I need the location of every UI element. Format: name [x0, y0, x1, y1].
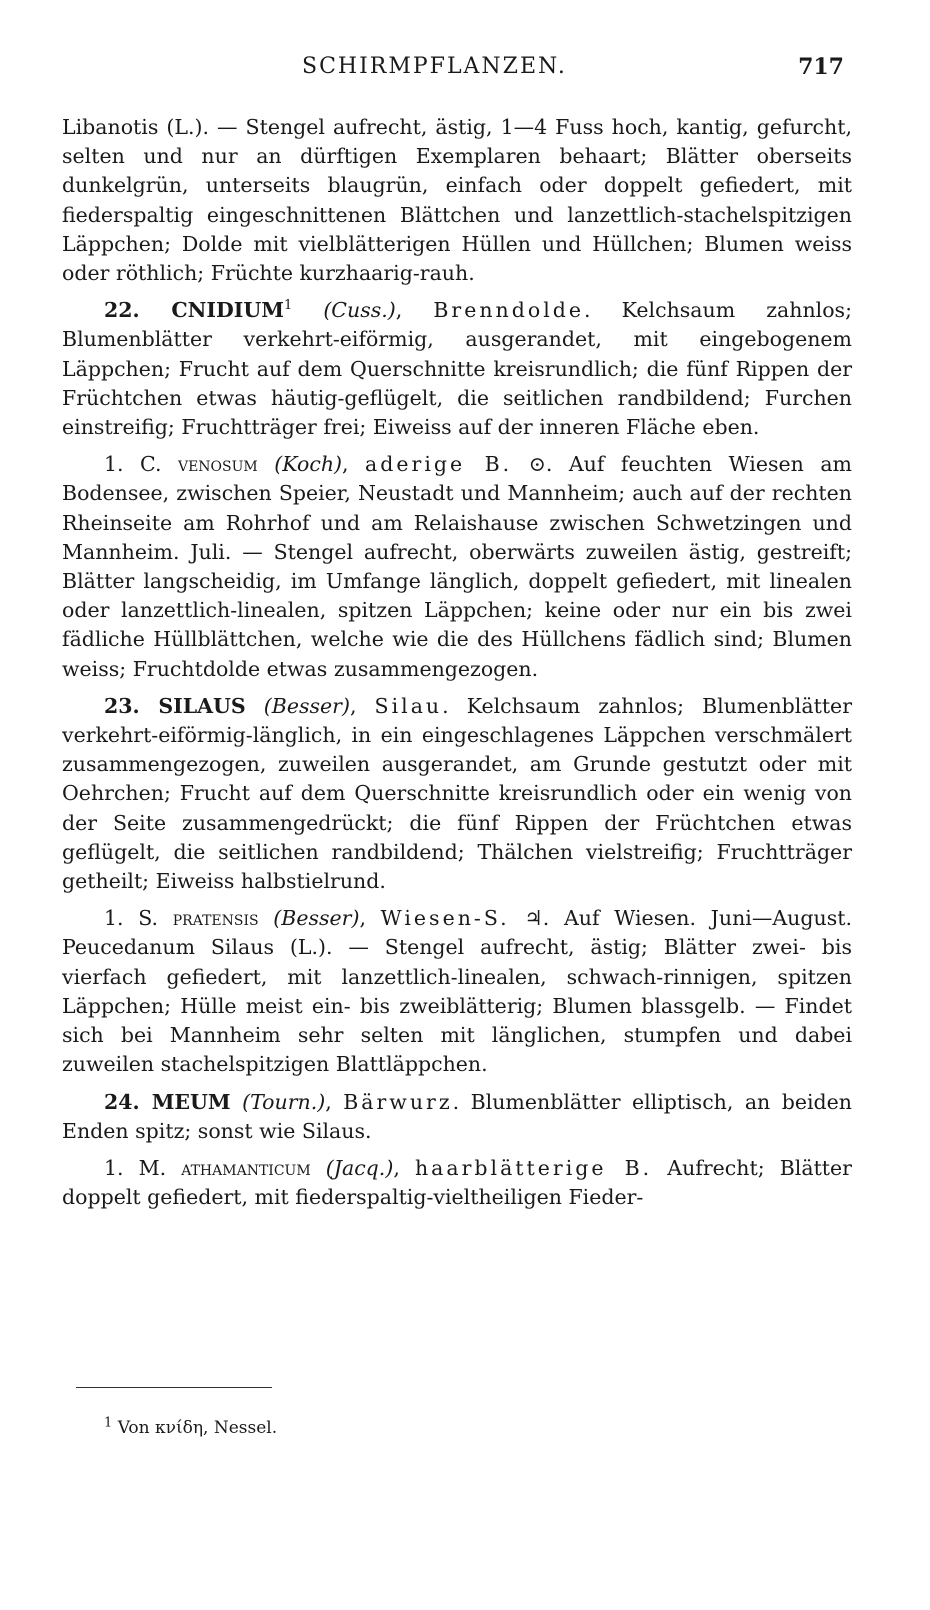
paragraph-text: . Auf Wiesen. Juni—August. Peucedanum Silaus (L.). — Stengel aufrecht, ästig; Blätter zwei- bis vierfach gefiedert, mit lanzettlich-linealen, schwach-rinnigen, spitzen Läppchen; Hülle meist ein- bis zweiblätterig; Blumen blassgelb. — Findet sich bei Mannheim sehr selten mit länglichen, stumpfen und dabei zuweilen stachelspitzigen Blattläppchen.	[62, 906, 852, 1077]
common-name: Bärwurz	[343, 1089, 453, 1114]
paragraph-meum-athamanticum: 1. M. athamanticum (Jacq.), haarblätterige B. Aufrecht; Blätter doppelt gefiedert, mit fiederspaltig-vieltheiligen Fieder-	[62, 1155, 852, 1210]
authority: (Besser)	[273, 906, 360, 931]
running-title: SCHIRMPFLANZEN.	[302, 54, 567, 79]
genus-heading: 22. CNIDIUM	[104, 298, 284, 323]
authority: (Besser)	[263, 693, 350, 718]
genus-heading: 23. SILAUS	[104, 693, 246, 718]
species-heading: 1. S. pratensis	[104, 906, 259, 931]
genus-heading: 24. MEUM	[104, 1089, 231, 1114]
paragraph-text: . Auf feuchten Wiesen am Bodensee, zwischen Speier, Neustadt und Mannheim; auch auf der rechten Rheinseite am Rohrhof und am Relaishause zwischen Schwetzingen und Mannheim. Juli. — Stengel aufrecht, oberwärts zuweilen ästig, gestreift; Blätter langscheidig, im Umfange länglich, doppelt gefiedert, mit linealen oder lanzettlich-linealen, spitzen Läppchen; keine oder nur ein bis zwei fädliche Hüllblättchen, welche wie die des Hüllchens fädlich sind; Blumen weiss; Fruchtdolde etwas zusammengezogen.	[62, 452, 852, 681]
paragraph-text: Libanotis (L.). — Stengel aufrecht, ästig, 1—4 Fuss hoch, kantig, gefurcht, selten und nur an dürftigen Exemplaren behaart; Blätter oberseits dunkelgrün, unterseits blaugrün, einfach oder doppelt gefiedert, mit fiederspaltig eingeschnittenen Blättchen und lanzettlich-stachelspitzigen Läppchen; Dolde mit vielblätterigen Hüllen und Hüllchen; Blumen weiss oder röthlich; Früchte kurzhaarig-rauh.	[62, 115, 852, 286]
common-name: haarblätterige B.	[414, 1155, 653, 1180]
common-name: aderige B.	[365, 452, 513, 477]
authority: (Tourn.)	[242, 1089, 326, 1114]
perennial-symbol: ♃	[524, 906, 543, 931]
footnote-marker: 1	[283, 298, 293, 314]
paragraph-silaus: 23. SILAUS (Besser), Silau. Kelchsaum zahnlos; Blumenblätter verkehrt-eiförmig-länglich, in ein eingeschlagenes Läppchen verschmälert zusammengezogen, zuweilen ausgerandet, am Grunde gestutzt oder mit Oehrchen; Frucht auf dem Querschnitte kreisrundlich oder ein wenig von der Seite zusammengedrückt; die fünf Rippen der Früchtchen etwas geflügelt, die seitlichen randbildend; Thälchen vielstreifig; Fruchtträger getheilt; Eiweiss halbstielrund.	[62, 693, 852, 894]
common-name: Wiesen-S.	[380, 906, 510, 931]
paragraph-libanotis	[62, 113, 852, 288]
paragraph-text: . Kelchsaum zahnlos; Blumenblätter verkehrt-eiförmig-länglich, in ein eingeschlagenes Läppchen verschmälert zusammengezogen, zuweilen ausgerandet, am Grunde gestutzt oder mit Oehrchen; Frucht auf dem Querschnitte kreisrundlich oder ein wenig von der Seite zusammengedrückt; die fünf Rippen der Früchtchen etwas geflügelt, die seitlichen randbildend; Thälchen vielstreifig; Fruchtträger getheilt; Eiweiss halbstielrund.	[62, 693, 852, 894]
footnote-text: Von κνίδη, Nessel.	[117, 1418, 278, 1438]
body-text	[62, 113, 852, 1220]
paragraph-meum: 24. MEUM (Tourn.), Bärwurz. Blumenblätter elliptisch, an beiden Enden spitz; sonst wie Silaus.	[62, 1089, 852, 1143]
common-name: Silau	[374, 693, 443, 718]
species-heading: 1. C. venosum	[104, 452, 258, 477]
footnote-marker: 1	[104, 1415, 113, 1431]
authority: (Cuss.)	[323, 298, 396, 323]
page-number: 717	[798, 54, 844, 80]
paragraph-text: . Kelchsaum zahnlos; Blumenblätter verkehrt-eiförmig, ausgerandet, mit eingebogenem Läppchen; Frucht auf dem Querschnitte kreisrundlich; die fünf Rippen der Früchtchen etwas häutig-geflügelt, die seitlichen randbildend; Furchen einstreifig; Fruchtträger frei; Eiweiss auf der inneren Fläche eben.	[62, 298, 852, 440]
paragraph-silaus-pratensis: 1. S. pratensis (Besser), Wiesen-S. ♃. Auf Wiesen. Juni—August. Peucedanum Silaus (L.). — Stengel aufrecht, ästig; Blätter zwei- bis vierfach gefiedert, mit lanzettlich-linealen, schwach-rinnigen, spitzen Läppchen; Hülle meist ein- bis zweiblätterig; Blumen blassgelb. — Findet sich bei Mannheim sehr selten mit länglichen, stumpfen und dabei zuweilen stachelspitzigen Blattläppchen.	[62, 906, 852, 1077]
paragraph-text: Aufrecht; Blätter doppelt gefiedert, mit fiederspaltig-vieltheiligen Fieder-	[62, 1155, 852, 1210]
footnote-divider	[76, 1387, 272, 1388]
annual-symbol: ⊙	[528, 452, 546, 477]
paragraph-cnidium-venosum: 1. C. venosum (Koch), aderige B. ⊙. Auf feuchten Wiesen am Bodensee, zwischen Speier, Neustadt und Mannheim; auch auf der rechten Rheinseite am Rohrhof und am Relaishause zwischen Schwetzingen und Mannheim. Juli. — Stengel aufrecht, oberwärts zuweilen ästig, gestreift; Blätter langscheidig, im Umfange länglich, doppelt gefiedert, mit linealen oder lanzettlich-linealen, spitzen Läppchen; keine oder nur ein bis zwei fädliche Hüllblättchen, welche wie die des Hüllchens fädlich sind; Blumen weiss; Fruchtdolde etwas zusammengezogen.	[62, 452, 852, 681]
common-name: Brenndolde	[433, 298, 585, 323]
paragraph-cnidium: 22. CNIDIUM$^1$ (Cuss.), Brenndolde. Kelchsaum zahnlos; Blumenblätter verkehrt-eiförmig, ausgerandet, mit eingebogenem Läppchen; Frucht auf dem Querschnitte kreisrundlich; die fünf Rippen der Früchtchen etwas häutig-geflügelt, die seitlichen randbildend; Furchen einstreifig; Fruchtträger frei; Eiweiss auf der inneren Fläche eben.	[62, 298, 852, 440]
species-heading: 1. M. athamanticum	[104, 1155, 311, 1180]
authority: (Koch)	[274, 452, 343, 477]
footnote	[104, 1415, 278, 1438]
paragraph-text: . Blumenblätter elliptisch, an beiden Enden spitz; sonst wie Silaus.	[62, 1089, 852, 1143]
running-header	[62, 54, 852, 84]
authority: (Jacq.)	[325, 1155, 394, 1180]
